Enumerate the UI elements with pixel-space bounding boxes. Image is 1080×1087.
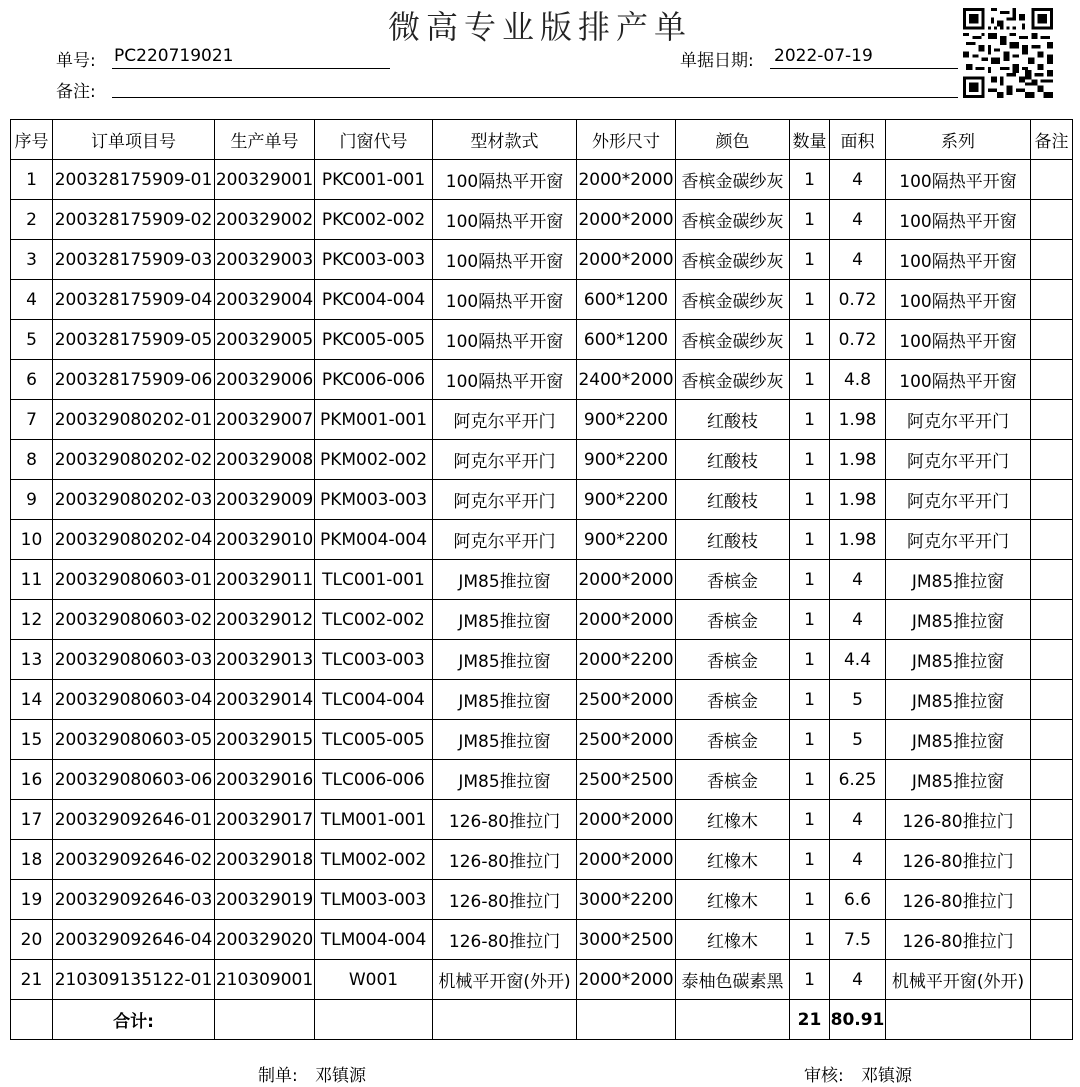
cell-index: 18	[11, 840, 53, 880]
cell-index: 12	[11, 600, 53, 640]
cell-window-code: PKC006-006	[315, 360, 433, 400]
document-title: 微高专业版排产单	[387, 8, 692, 46]
cell-production-no: 200329008	[215, 440, 315, 480]
cell-color: 红橡木	[676, 800, 790, 840]
cell-index: 2	[11, 200, 53, 240]
cell-profile-style: JM85推拉窗	[433, 680, 577, 720]
cell-quantity: 1	[790, 840, 830, 880]
production-table	[10, 119, 1073, 1040]
col-header-window-code: 门窗代号	[315, 120, 433, 160]
cell-index: 13	[11, 640, 53, 680]
cell-color: 香槟金碳纱灰	[676, 320, 790, 360]
table-row	[11, 760, 1073, 800]
cell-production-no: 200329014	[215, 680, 315, 720]
cell-index: 14	[11, 680, 53, 720]
cell-window-code: PKM001-001	[315, 400, 433, 440]
cell-dimensions: 900*2200	[577, 520, 676, 560]
remark-label: 备注:	[56, 82, 96, 102]
cell-quantity: 1	[790, 400, 830, 440]
table-row	[11, 920, 1073, 960]
cell-window-code: PKM003-003	[315, 480, 433, 520]
cell-color: 香槟金	[676, 600, 790, 640]
cell-remark	[1031, 760, 1073, 800]
cell-production-no: 200329007	[215, 400, 315, 440]
cell-series: 阿克尔平开门	[886, 440, 1031, 480]
cell-dimensions: 900*2200	[577, 480, 676, 520]
cell-color: 泰柚色碳素黑	[676, 960, 790, 1000]
cell-profile-style: JM85推拉窗	[433, 720, 577, 760]
table-row	[11, 440, 1073, 480]
cell-profile-style: 126-80推拉门	[433, 920, 577, 960]
cell-order-item: 200328175909-04	[53, 280, 215, 320]
table-body	[11, 160, 1073, 1000]
cell-window-code: TLC006-006	[315, 760, 433, 800]
cell-remark	[1031, 880, 1073, 920]
cell-window-code: PKM004-004	[315, 520, 433, 560]
cell-dimensions: 2500*2000	[577, 720, 676, 760]
cell-production-no: 200329011	[215, 560, 315, 600]
cell-quantity: 1	[790, 880, 830, 920]
cell-order-item: 200329080202-04	[53, 520, 215, 560]
cell-dimensions: 2000*2000	[577, 240, 676, 280]
cell-dimensions: 2400*2000	[577, 360, 676, 400]
col-header-order-item: 订单项目号	[53, 120, 215, 160]
cell-color: 红橡木	[676, 920, 790, 960]
cell-window-code: PKM002-002	[315, 440, 433, 480]
cell-remark	[1031, 160, 1073, 200]
date-value: 2022-07-19	[774, 46, 873, 66]
table-row	[11, 240, 1073, 280]
cell-dimensions: 900*2200	[577, 440, 676, 480]
col-header-profile-style: 型材款式	[433, 120, 577, 160]
cell-remark	[1031, 600, 1073, 640]
cell-order-item: 200329080603-06	[53, 760, 215, 800]
cell-quantity: 1	[790, 560, 830, 600]
cell-series: JM85推拉窗	[886, 640, 1031, 680]
cell-color: 红酸枝	[676, 440, 790, 480]
cell-window-code: PKC004-004	[315, 280, 433, 320]
cell-color: 香槟金碳纱灰	[676, 240, 790, 280]
cell-window-code: PKC003-003	[315, 240, 433, 280]
cell-index: 6	[11, 360, 53, 400]
cell-dimensions: 900*2200	[577, 400, 676, 440]
cell-quantity: 1	[790, 520, 830, 560]
cell-window-code: PKC001-001	[315, 160, 433, 200]
table-row	[11, 360, 1073, 400]
cell-profile-style: JM85推拉窗	[433, 600, 577, 640]
total-quantity: 21	[790, 1000, 830, 1040]
cell-series: JM85推拉窗	[886, 760, 1031, 800]
qr-code-icon	[963, 8, 1053, 98]
col-header-quantity: 数量	[790, 120, 830, 160]
cell-production-no: 200329010	[215, 520, 315, 560]
cell-series: 100隔热平开窗	[886, 320, 1031, 360]
cell-production-no: 200329013	[215, 640, 315, 680]
cell-quantity: 1	[790, 200, 830, 240]
cell-order-item: 200329080202-03	[53, 480, 215, 520]
cell-order-item: 200328175909-03	[53, 240, 215, 280]
col-header-series: 系列	[886, 120, 1031, 160]
cell-series: 100隔热平开窗	[886, 200, 1031, 240]
cell-series: 机械平开窗(外开)	[886, 960, 1031, 1000]
cell-window-code: TLM002-002	[315, 840, 433, 880]
table-row	[11, 600, 1073, 640]
cell-order-item: 200329080603-03	[53, 640, 215, 680]
cell-order-item: 200329092646-02	[53, 840, 215, 880]
table-row	[11, 960, 1073, 1000]
cell-production-no: 200329001	[215, 160, 315, 200]
cell-order-item: 200328175909-05	[53, 320, 215, 360]
cell-quantity: 1	[790, 640, 830, 680]
cell-quantity: 1	[790, 720, 830, 760]
cell-order-item: 200328175909-06	[53, 360, 215, 400]
cell-quantity: 1	[790, 800, 830, 840]
cell-series: 阿克尔平开门	[886, 480, 1031, 520]
cell-order-item: 200329080603-01	[53, 560, 215, 600]
cell-quantity: 1	[790, 440, 830, 480]
total-cell-empty	[577, 1000, 676, 1040]
table-row	[11, 400, 1073, 440]
cell-order-item: 200329092646-01	[53, 800, 215, 840]
cell-area: 4	[830, 240, 886, 280]
table-row	[11, 800, 1073, 840]
cell-index: 10	[11, 520, 53, 560]
table-row	[11, 520, 1073, 560]
cell-area: 6.25	[830, 760, 886, 800]
total-cell-empty	[1031, 1000, 1073, 1040]
cell-window-code: TLM004-004	[315, 920, 433, 960]
table-header-row	[11, 120, 1073, 160]
cell-index: 11	[11, 560, 53, 600]
date-label: 单据日期:	[680, 51, 754, 71]
cell-window-code: PKC002-002	[315, 200, 433, 240]
cell-series: 100隔热平开窗	[886, 160, 1031, 200]
cell-remark	[1031, 440, 1073, 480]
cell-profile-style: 100隔热平开窗	[433, 280, 577, 320]
table-row	[11, 320, 1073, 360]
cell-color: 香槟金	[676, 680, 790, 720]
cell-production-no: 200329018	[215, 840, 315, 880]
cell-quantity: 1	[790, 760, 830, 800]
cell-remark	[1031, 640, 1073, 680]
cell-dimensions: 2000*2000	[577, 200, 676, 240]
cell-area: 4	[830, 200, 886, 240]
cell-color: 香槟金碳纱灰	[676, 200, 790, 240]
cell-remark	[1031, 800, 1073, 840]
total-row	[11, 1000, 1073, 1040]
cell-index: 7	[11, 400, 53, 440]
cell-dimensions: 2000*2000	[577, 800, 676, 840]
cell-color: 香槟金碳纱灰	[676, 280, 790, 320]
cell-profile-style: JM85推拉窗	[433, 640, 577, 680]
cell-dimensions: 2000*2000	[577, 160, 676, 200]
cell-remark	[1031, 280, 1073, 320]
table-row	[11, 200, 1073, 240]
cell-production-no: 200329012	[215, 600, 315, 640]
cell-quantity: 1	[790, 680, 830, 720]
cell-order-item: 200328175909-02	[53, 200, 215, 240]
cell-dimensions: 3000*2500	[577, 920, 676, 960]
table-row	[11, 280, 1073, 320]
cell-remark	[1031, 720, 1073, 760]
cell-profile-style: 阿克尔平开门	[433, 480, 577, 520]
cell-area: 1.98	[830, 400, 886, 440]
cell-order-item: 200329092646-04	[53, 920, 215, 960]
total-label: 合计:	[53, 1000, 215, 1040]
cell-index: 15	[11, 720, 53, 760]
cell-production-no: 200329019	[215, 880, 315, 920]
cell-area: 7.5	[830, 920, 886, 960]
cell-index: 3	[11, 240, 53, 280]
cell-area: 4	[830, 800, 886, 840]
cell-production-no: 200329002	[215, 200, 315, 240]
cell-window-code: PKC005-005	[315, 320, 433, 360]
cell-order-item: 200329080202-01	[53, 400, 215, 440]
cell-quantity: 1	[790, 240, 830, 280]
total-cell-empty	[11, 1000, 53, 1040]
cell-index: 21	[11, 960, 53, 1000]
cell-series: 100隔热平开窗	[886, 240, 1031, 280]
cell-dimensions: 2500*2000	[577, 680, 676, 720]
cell-index: 9	[11, 480, 53, 520]
cell-window-code: TLM003-003	[315, 880, 433, 920]
cell-window-code: TLC005-005	[315, 720, 433, 760]
cell-remark	[1031, 680, 1073, 720]
total-cell-empty	[215, 1000, 315, 1040]
cell-quantity: 1	[790, 160, 830, 200]
cell-series: 126-80推拉门	[886, 920, 1031, 960]
cell-profile-style: 阿克尔平开门	[433, 520, 577, 560]
cell-index: 19	[11, 880, 53, 920]
cell-quantity: 1	[790, 960, 830, 1000]
cell-window-code: W001	[315, 960, 433, 1000]
cell-area: 5	[830, 680, 886, 720]
cell-dimensions: 2000*2000	[577, 600, 676, 640]
cell-series: JM85推拉窗	[886, 680, 1031, 720]
cell-dimensions: 600*1200	[577, 280, 676, 320]
table-row	[11, 640, 1073, 680]
total-cell-empty	[433, 1000, 577, 1040]
cell-quantity: 1	[790, 920, 830, 960]
total-cell-empty	[886, 1000, 1031, 1040]
cell-production-no: 210309001	[215, 960, 315, 1000]
cell-profile-style: 126-80推拉门	[433, 800, 577, 840]
cell-index: 20	[11, 920, 53, 960]
cell-series: JM85推拉窗	[886, 720, 1031, 760]
cell-color: 红酸枝	[676, 520, 790, 560]
cell-series: 126-80推拉门	[886, 800, 1031, 840]
cell-production-no: 200329006	[215, 360, 315, 400]
cell-remark	[1031, 240, 1073, 280]
cell-dimensions: 600*1200	[577, 320, 676, 360]
cell-remark	[1031, 960, 1073, 1000]
cell-window-code: TLC003-003	[315, 640, 433, 680]
cell-dimensions: 2000*2000	[577, 560, 676, 600]
cell-area: 1.98	[830, 480, 886, 520]
cell-profile-style: 100隔热平开窗	[433, 240, 577, 280]
table-row	[11, 880, 1073, 920]
cell-remark	[1031, 920, 1073, 960]
total-area: 80.91	[830, 1000, 886, 1040]
cell-profile-style: JM85推拉窗	[433, 560, 577, 600]
cell-production-no: 200329003	[215, 240, 315, 280]
cell-color: 香槟金	[676, 760, 790, 800]
cell-color: 香槟金碳纱灰	[676, 360, 790, 400]
cell-quantity: 1	[790, 600, 830, 640]
cell-production-no: 200329004	[215, 280, 315, 320]
cell-profile-style: 机械平开窗(外开)	[433, 960, 577, 1000]
cell-series: 126-80推拉门	[886, 880, 1031, 920]
cell-area: 4	[830, 600, 886, 640]
cell-profile-style: 100隔热平开窗	[433, 160, 577, 200]
col-header-area: 面积	[830, 120, 886, 160]
maker-value: 邓镇源	[315, 1066, 366, 1086]
cell-area: 4.8	[830, 360, 886, 400]
cell-production-no: 200329009	[215, 480, 315, 520]
cell-quantity: 1	[790, 360, 830, 400]
cell-dimensions: 2000*2200	[577, 640, 676, 680]
cell-quantity: 1	[790, 280, 830, 320]
cell-color: 红橡木	[676, 840, 790, 880]
cell-production-no: 200329016	[215, 760, 315, 800]
col-header-remark: 备注	[1031, 120, 1073, 160]
reviewer-value: 邓镇源	[861, 1066, 912, 1086]
cell-series: 126-80推拉门	[886, 840, 1031, 880]
total-cell-empty	[315, 1000, 433, 1040]
cell-color: 香槟金碳纱灰	[676, 160, 790, 200]
reviewer-label: 审核:	[804, 1066, 844, 1086]
cell-color: 香槟金	[676, 640, 790, 680]
cell-profile-style: 126-80推拉门	[433, 840, 577, 880]
order-no-underline	[112, 68, 390, 69]
cell-series: JM85推拉窗	[886, 600, 1031, 640]
cell-dimensions: 2000*2000	[577, 840, 676, 880]
cell-color: 香槟金	[676, 560, 790, 600]
cell-area: 4.4	[830, 640, 886, 680]
cell-area: 4	[830, 960, 886, 1000]
cell-color: 红橡木	[676, 880, 790, 920]
cell-series: JM85推拉窗	[886, 560, 1031, 600]
cell-order-item: 200329080603-05	[53, 720, 215, 760]
cell-order-item: 200329080603-02	[53, 600, 215, 640]
cell-area: 0.72	[830, 320, 886, 360]
cell-remark	[1031, 200, 1073, 240]
table-row	[11, 160, 1073, 200]
col-header-dimensions: 外形尺寸	[577, 120, 676, 160]
cell-area: 0.72	[830, 280, 886, 320]
col-header-color: 颜色	[676, 120, 790, 160]
col-header-index: 序号	[11, 120, 53, 160]
table-row	[11, 480, 1073, 520]
total-cell-empty	[676, 1000, 790, 1040]
cell-production-no: 200329017	[215, 800, 315, 840]
cell-color: 红酸枝	[676, 480, 790, 520]
cell-remark	[1031, 400, 1073, 440]
cell-window-code: TLM001-001	[315, 800, 433, 840]
cell-remark	[1031, 520, 1073, 560]
cell-production-no: 200329015	[215, 720, 315, 760]
cell-series: 100隔热平开窗	[886, 360, 1031, 400]
cell-index: 8	[11, 440, 53, 480]
table-row	[11, 720, 1073, 760]
cell-order-item: 210309135122-01	[53, 960, 215, 1000]
cell-index: 1	[11, 160, 53, 200]
cell-profile-style: 阿克尔平开门	[433, 400, 577, 440]
cell-window-code: TLC002-002	[315, 600, 433, 640]
cell-profile-style: 100隔热平开窗	[433, 360, 577, 400]
cell-production-no: 200329005	[215, 320, 315, 360]
cell-area: 5	[830, 720, 886, 760]
cell-profile-style: 100隔热平开窗	[433, 200, 577, 240]
cell-remark	[1031, 560, 1073, 600]
cell-series: 100隔热平开窗	[886, 280, 1031, 320]
cell-window-code: TLC004-004	[315, 680, 433, 720]
cell-color: 红酸枝	[676, 400, 790, 440]
cell-quantity: 1	[790, 480, 830, 520]
cell-series: 阿克尔平开门	[886, 400, 1031, 440]
cell-index: 4	[11, 280, 53, 320]
table-row	[11, 840, 1073, 880]
cell-area: 1.98	[830, 520, 886, 560]
cell-order-item: 200329092646-03	[53, 880, 215, 920]
cell-area: 6.6	[830, 880, 886, 920]
cell-quantity: 1	[790, 320, 830, 360]
order-no-value: PC220719021	[114, 46, 234, 66]
cell-profile-style: JM85推拉窗	[433, 760, 577, 800]
cell-series: 阿克尔平开门	[886, 520, 1031, 560]
cell-production-no: 200329020	[215, 920, 315, 960]
table-row	[11, 560, 1073, 600]
cell-remark	[1031, 840, 1073, 880]
cell-profile-style: 阿克尔平开门	[433, 440, 577, 480]
cell-remark	[1031, 320, 1073, 360]
cell-remark	[1031, 480, 1073, 520]
cell-index: 16	[11, 760, 53, 800]
col-header-production-no: 生产单号	[215, 120, 315, 160]
cell-dimensions: 2500*2500	[577, 760, 676, 800]
cell-area: 1.98	[830, 440, 886, 480]
cell-dimensions: 3000*2200	[577, 880, 676, 920]
cell-profile-style: 126-80推拉门	[433, 880, 577, 920]
maker-label: 制单:	[258, 1066, 298, 1086]
cell-order-item: 200329080202-02	[53, 440, 215, 480]
cell-order-item: 200328175909-01	[53, 160, 215, 200]
cell-color: 香槟金	[676, 720, 790, 760]
cell-profile-style: 100隔热平开窗	[433, 320, 577, 360]
cell-order-item: 200329080603-04	[53, 680, 215, 720]
cell-area: 4	[830, 840, 886, 880]
remark-underline	[112, 97, 958, 98]
cell-dimensions: 2000*2000	[577, 960, 676, 1000]
cell-area: 4	[830, 560, 886, 600]
table-row	[11, 680, 1073, 720]
cell-window-code: TLC001-001	[315, 560, 433, 600]
cell-index: 17	[11, 800, 53, 840]
cell-remark	[1031, 360, 1073, 400]
cell-index: 5	[11, 320, 53, 360]
date-underline	[770, 68, 958, 69]
cell-area: 4	[830, 160, 886, 200]
order-no-label: 单号:	[56, 51, 96, 71]
